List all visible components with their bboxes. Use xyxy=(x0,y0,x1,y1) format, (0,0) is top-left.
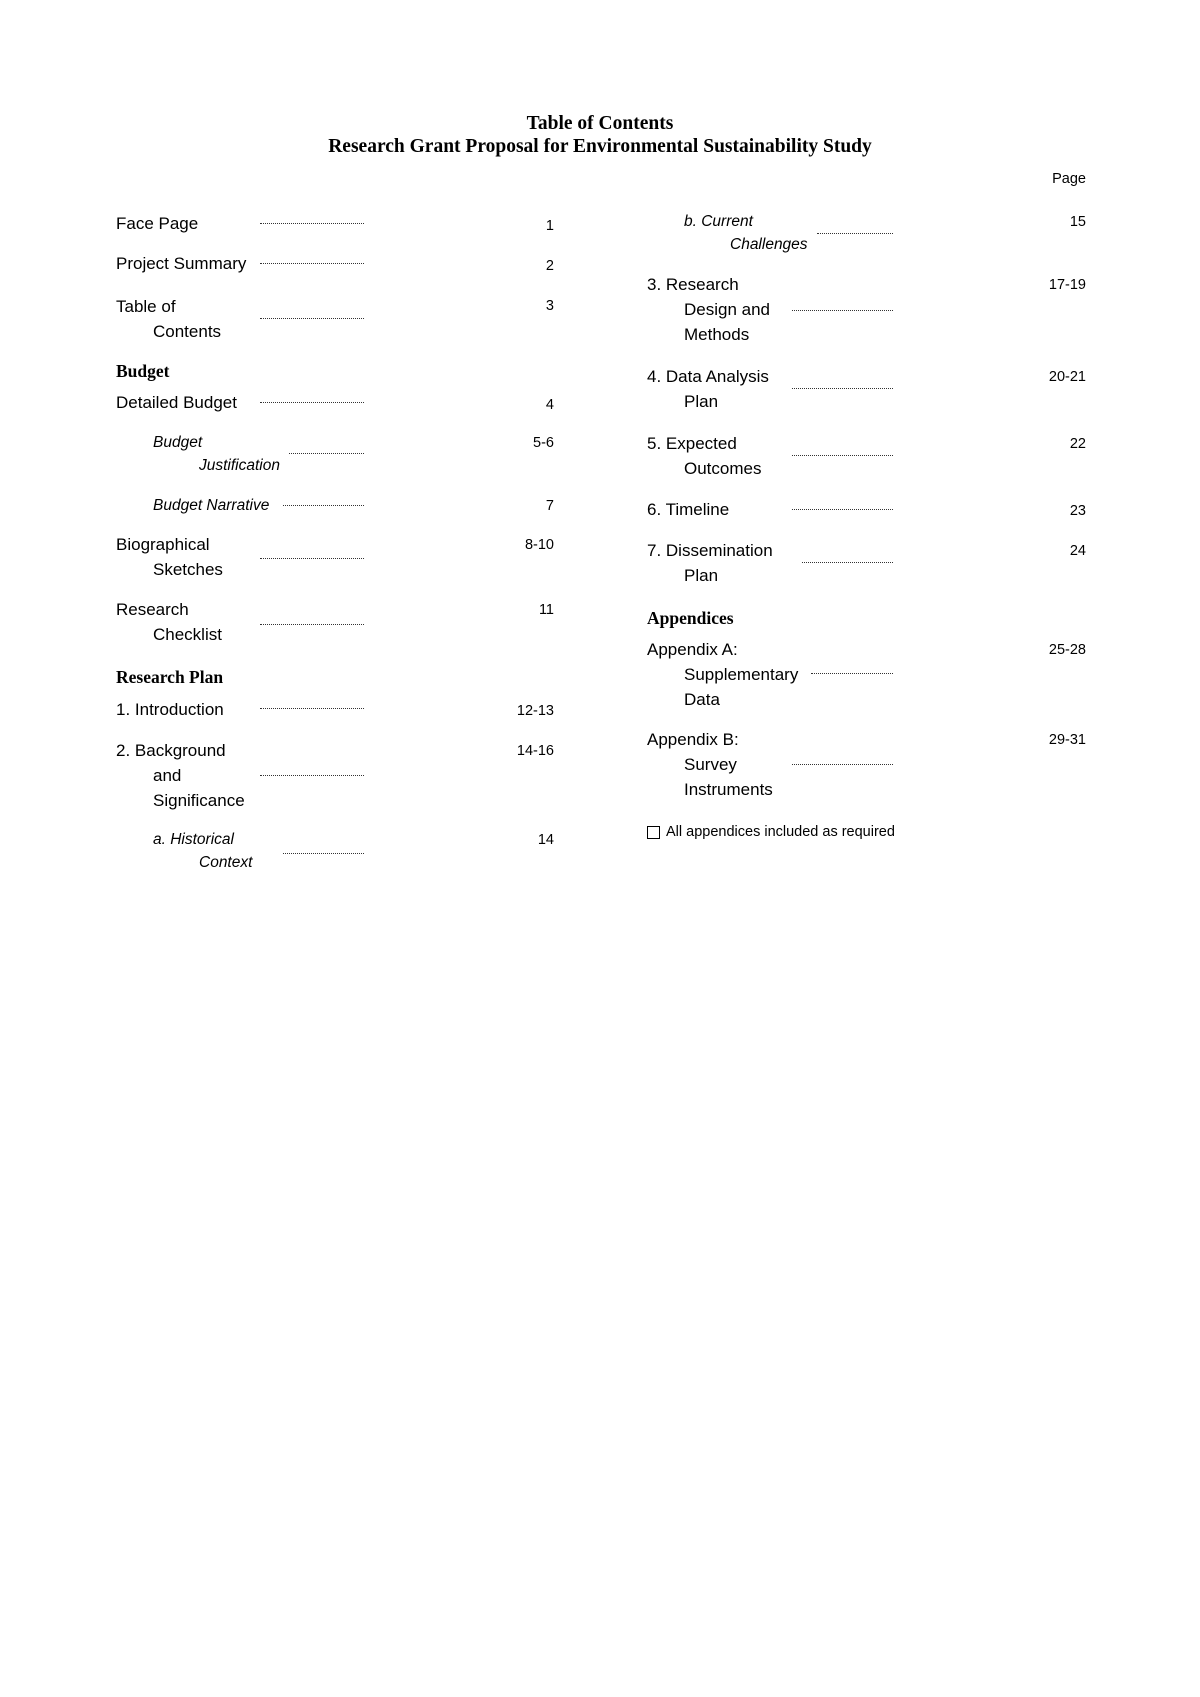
dot-leader xyxy=(260,223,364,224)
dot-leader xyxy=(260,624,364,625)
toc-entry-label: 6. Timeline xyxy=(647,500,730,519)
toc-entry-label: Detailed Budget xyxy=(116,393,237,412)
toc-page-number: 1 xyxy=(545,218,554,234)
toc-entry-label-line2: and xyxy=(153,766,182,785)
toc-entry-label-line2: Supplementary xyxy=(684,665,799,684)
toc-entry-timeline[interactable] xyxy=(647,497,1086,523)
dot-leader xyxy=(792,764,893,765)
toc-page-number: 23 xyxy=(1069,503,1086,519)
toc-entry-label-line1: 4. Data Analysis xyxy=(647,367,769,386)
toc-page-number: 22 xyxy=(1069,436,1086,452)
page-subtitle: Research Grant Proposal for Environmental Sustainability Study xyxy=(328,136,872,157)
toc-entry-label-line1: Appendix A: xyxy=(647,640,738,659)
toc-entry-research-checklist[interactable] xyxy=(116,597,554,649)
toc-entry-label-line2: Challenges xyxy=(730,236,808,253)
dot-leader xyxy=(260,318,364,319)
toc-entry-appendix-b[interactable] xyxy=(647,727,1086,803)
dot-leader xyxy=(289,453,364,454)
toc-entry-label-line2: Design and xyxy=(684,300,771,319)
toc-page-number: 7 xyxy=(545,498,554,514)
toc-entry-project-summary[interactable] xyxy=(116,251,554,277)
toc-page-number: 15 xyxy=(1069,214,1086,230)
dot-leader xyxy=(792,388,893,389)
toc-entry-label-line2: Context xyxy=(199,854,253,871)
toc-page-number: 20-21 xyxy=(1048,369,1086,385)
toc-entry-label: Budget Narrative xyxy=(153,497,270,514)
toc-entry-label-line1: b. Current xyxy=(684,213,753,230)
toc-page-number: 24 xyxy=(1069,543,1086,559)
toc-entry-label-line1: Research xyxy=(116,600,189,619)
appendices-checkbox[interactable] xyxy=(647,826,660,839)
section-heading-budget: Budget xyxy=(116,361,170,381)
dot-leader xyxy=(792,455,893,456)
toc-entry-detailed-budget[interactable] xyxy=(116,390,554,416)
toc-entry-appendix-a[interactable] xyxy=(647,637,1086,713)
toc-entry-label-line3: Instruments xyxy=(684,780,773,799)
toc-entry-label-line1: 2. Background xyxy=(116,741,226,760)
toc-entry-label-line1: a. Historical xyxy=(153,831,234,848)
toc-page-number: 12-13 xyxy=(516,703,554,719)
toc-entry-label-line2: Survey xyxy=(684,755,737,774)
toc-entry-label-line3: Significance xyxy=(153,791,245,810)
toc-entry-data-analysis-plan[interactable] xyxy=(647,364,1086,416)
toc-page-number: 25-28 xyxy=(1048,642,1086,658)
toc-page-number: 11 xyxy=(538,602,554,618)
toc-entry-label-line1: Appendix B: xyxy=(647,730,739,749)
toc-entry-background-significance[interactable] xyxy=(116,738,554,814)
page-column-label: Page xyxy=(1052,171,1086,187)
toc-entry-label: Face Page xyxy=(116,214,199,233)
appendices-checkbox-label: All appendices included as required xyxy=(666,824,895,840)
toc-entry-label-line3: Methods xyxy=(684,325,750,344)
toc-entry-label-line3: Data xyxy=(684,690,720,709)
toc-entry-face-page[interactable] xyxy=(116,211,554,237)
toc-entry-introduction[interactable] xyxy=(116,697,554,723)
toc-entry-label-line2: Plan xyxy=(684,392,719,411)
toc-entry-label: 1. Introduction xyxy=(116,700,224,719)
toc-entry-table-of-contents[interactable] xyxy=(116,294,554,346)
dot-leader xyxy=(260,263,364,264)
toc-page-number: 8-10 xyxy=(524,537,554,553)
toc-entry-budget-justification[interactable] xyxy=(116,431,554,477)
dot-leader xyxy=(260,558,364,559)
dot-leader xyxy=(283,505,364,506)
toc-entry-label-line1: 5. Expected xyxy=(647,434,737,453)
dot-leader xyxy=(792,310,893,311)
toc-entry-label-line2: Justification xyxy=(199,457,280,474)
toc-page-number: 14 xyxy=(537,832,554,848)
toc-entry-current-challenges[interactable] xyxy=(647,210,1086,256)
toc-page-number: 3 xyxy=(545,298,554,314)
section-heading-appendices: Appendices xyxy=(647,608,734,628)
appendices-checkbox-row[interactable] xyxy=(647,824,895,840)
toc-entry-label-line2: Contents xyxy=(153,322,222,341)
dot-leader xyxy=(817,233,893,234)
dot-leader xyxy=(283,853,364,854)
section-heading-research-plan: Research Plan xyxy=(116,667,224,687)
toc-entry-label: Project Summary xyxy=(116,254,247,273)
toc-entry-label-line1: Biographical xyxy=(116,535,210,554)
dot-leader xyxy=(802,562,893,563)
toc-entry-budget-narrative[interactable] xyxy=(116,494,554,518)
dot-leader xyxy=(260,708,364,709)
toc-entry-label-line2: Sketches xyxy=(153,560,223,579)
toc-entry-label-line1: 3. Research xyxy=(647,275,739,294)
toc-entry-expected-outcomes[interactable] xyxy=(647,431,1086,483)
page-title: Table of Contents xyxy=(526,113,674,134)
toc-page-number: 29-31 xyxy=(1048,732,1086,748)
toc-page-number: 4 xyxy=(545,397,554,413)
toc-entry-label-line2: Checklist xyxy=(153,625,222,644)
dot-leader xyxy=(260,402,364,403)
toc-title-block xyxy=(0,112,1200,158)
toc-entry-research-design-methods[interactable] xyxy=(647,272,1086,348)
toc-page-number: 14-16 xyxy=(516,743,554,759)
toc-page-number: 2 xyxy=(545,258,554,274)
toc-page-number: 5-6 xyxy=(533,435,554,451)
toc-entry-dissemination-plan[interactable] xyxy=(647,538,1086,590)
dot-leader xyxy=(811,673,893,674)
dot-leader xyxy=(260,775,364,776)
toc-page-number: 17-19 xyxy=(1048,277,1086,293)
toc-entry-historical-context[interactable] xyxy=(116,828,554,874)
toc-entry-label-line1: Table of xyxy=(116,297,176,316)
toc-entry-label-line1: 7. Dissemination xyxy=(647,541,773,560)
toc-entry-biographical-sketches[interactable] xyxy=(116,532,554,584)
toc-entry-label-line2: Plan xyxy=(684,566,719,585)
dot-leader xyxy=(792,509,893,510)
toc-entry-label-line1: Budget xyxy=(153,434,203,451)
toc-entry-label-line2: Outcomes xyxy=(684,459,762,478)
